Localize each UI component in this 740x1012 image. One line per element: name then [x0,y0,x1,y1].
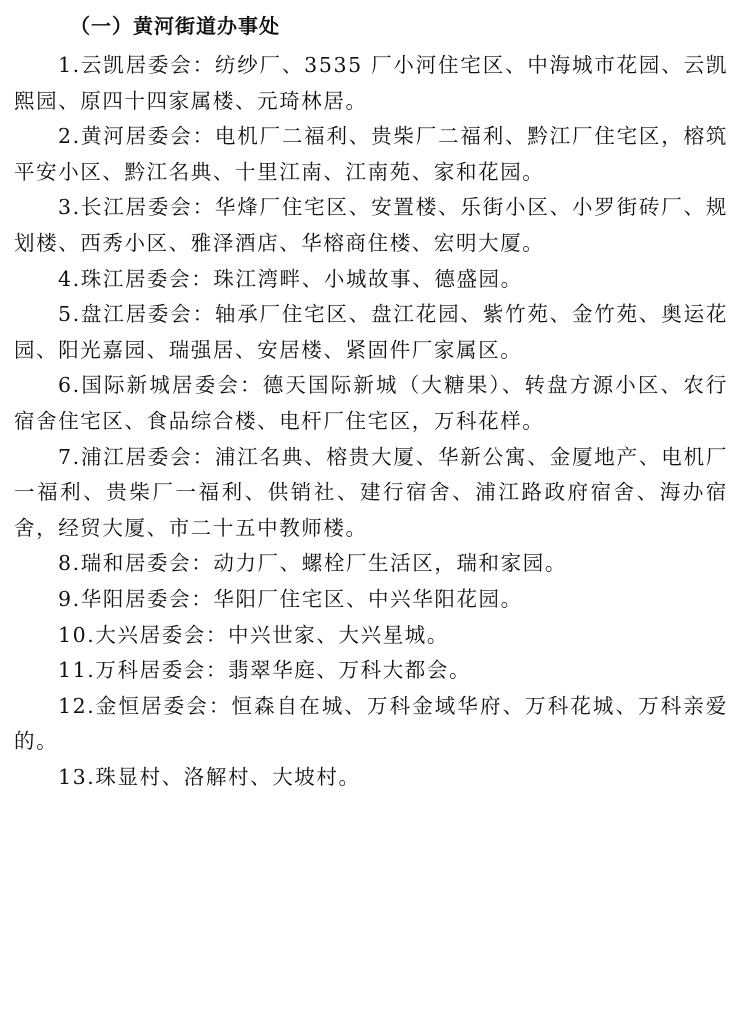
entry-ruihe: 8.瑞和居委会：动力厂、螺栓厂生活区，瑞和家园。 [58,551,567,576]
entry-panjiang: 5.盘江居委会：轴承厂住宅区、盘江花园、紫竹苑、金竹苑、奥运花园、阳光嘉园、瑞强居、安居楼、紧固件厂家属区。 [14,302,728,362]
entry-changjiang: 3.长江居委会：华烽厂住宅区、安置楼、乐街小区、小罗街砖厂、规划楼、西秀小区、雅泽酒店、华榕商住楼、宏明大厦。 [14,195,728,255]
entry-wanke: 11.万科居委会：翡翠华庭、万科大都会。 [58,658,472,683]
section-heading: （一）黄河街道办事处 [70,14,280,38]
entry-huayang: 9.华阳居委会：华阳厂住宅区、中兴华阳花园。 [58,586,523,611]
entry-villages: 13.珠显村、洛解村、大坡村。 [58,764,361,789]
entry-daxing: 10.大兴居委会：中兴世家、大兴星城。 [58,622,450,647]
entry-guoji-xincheng: 6.国际新城居委会：德天国际新城（大糖果）、转盘方源小区、农行宿舍住宅区、食品综合楼、电杆厂住宅区，万科花样。 [14,373,728,433]
entry-jinheng: 12.金恒居委会：恒森自在城、万科金域华府、万科花城、万科亲爱的。 [14,693,728,754]
entry-huanghe: 2.黄河居委会：电机厂二福利、贵柴厂二福利、黔江厂住宅区，榕筑平安小区、黔江名典、十里江南、江南苑、家和花园。 [14,124,728,184]
entry-list [14,48,728,795]
document-page [14,0,728,795]
entry-pujiang: 7.浦江居委会：浦江名典、榕贵大厦、华新公寓、金厦地产、电机厂一福利、贵柴厂一福利、供销社、建行宿舍、浦江路政府宿舍、海办宿舍，经贸大厦、市二十五中教师楼。 [14,444,728,540]
entry-yunkai: 1.云凯居委会：纺纱厂、3535 厂小河住宅区、中海城市花园、云凯熙园、原四十四家属楼、元琦林居。 [14,53,728,113]
entry-zhujiang: 4.珠江居委会：珠江湾畔、小城故事、德盛园。 [58,266,523,291]
